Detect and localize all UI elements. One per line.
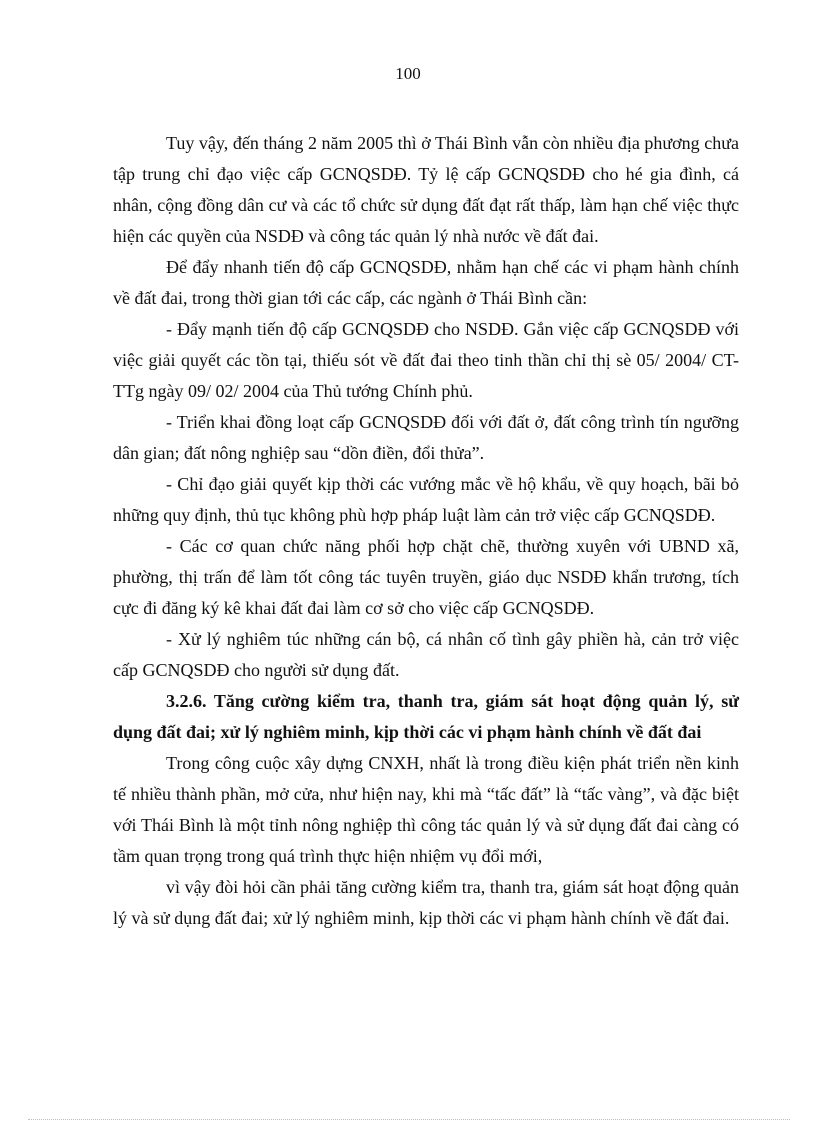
list-item: - Triển khai đồng loạt cấp GCNQSDĐ đối với đất ở, đất công trình tín ngưỡng dân gian; đất nông nghiệp sau “dồn điền, đổi thửa”. xyxy=(113,412,739,463)
list-item: - Các cơ quan chức năng phối hợp chặt chẽ, thường xuyên với UBND xã, phường, thị trấn để làm tốt công tác tuyên truyền, giáo dục NSDĐ khẩn trương, tích cực đi đăng ký kê khai đất đai làm cơ sở cho việc cấp GCNQSDĐ. xyxy=(113,536,739,618)
section-heading: 3.2.6. Tăng cường kiểm tra, thanh tra, giám sát hoạt động quản lý, sử dụng đất đai; xử lý nghiêm minh, kịp thời các vi phạm hành chính về đất đai xyxy=(113,691,739,742)
paragraph: Để đẩy nhanh tiến độ cấp GCNQSDĐ, nhằm hạn chế các vi phạm hành chính về đất đai, trong thời gian tới các cấp, các ngành ở Thái Bình cần: xyxy=(113,257,739,308)
list-item: - Xử lý nghiêm túc những cán bộ, cá nhân cố tình gây phiền hà, cản trở việc cấp GCNQSDĐ cho người sử dụng đất. xyxy=(113,629,739,680)
paragraph: vì vậy đòi hỏi cần phải tăng cường kiểm tra, thanh tra, giám sát hoạt động quản lý và sử dụng đất đai; xử lý nghiêm minh, kịp thời các vi phạm hành chính về đất đai. xyxy=(113,877,739,928)
paragraph: Trong công cuộc xây dựng CNXH, nhất là trong điều kiện phát triển nền kinh tế nhiều thành phần, mở cửa, như hiện nay, khi mà “tấc đất” là “tấc vàng”, và đặc biệt với Thái Bình là một tỉnh nông nghiệp thì công tác quản lý và sử dụng đất đai càng có tầm quan trọng trong quá trình thực hiện nhiệm vụ đổi mới, xyxy=(113,753,739,866)
list-item: - Chỉ đạo giải quyết kịp thời các vướng mắc về hộ khẩu, về quy hoạch, bãi bỏ những quy định, thủ tục không phù hợp pháp luật làm cản trở việc cấp GCNQSDĐ. xyxy=(113,474,739,525)
page-number: 100 xyxy=(395,64,421,83)
document-body xyxy=(113,128,739,934)
page-bottom-rule xyxy=(28,1119,790,1120)
paragraph: Tuy vậy, đến tháng 2 năm 2005 thì ở Thái Bình vẫn còn nhiều địa phương chưa tập trung chỉ đạo việc cấp GCNQSDĐ. Tỷ lệ cấp GCNQSDĐ cho hé gia đình, cá nhân, cộng đồng dân cư và các tổ chức sử dụng đất đạt rất thấp, làm hạn chế việc thực hiện các quyền của NSDĐ và công tác quản lý nhà nước về đất đai. xyxy=(113,133,739,246)
list-item: - Đẩy mạnh tiến độ cấp GCNQSDĐ cho NSDĐ. Gắn việc cấp GCNQSDĐ với việc giải quyết các tồn tại, thiếu sót về đất đai theo tinh thần chỉ thị sè 05/ 2004/ CT-TTg ngày 09/ 02/ 2004 của Thủ tướng Chính phủ. xyxy=(113,319,739,401)
